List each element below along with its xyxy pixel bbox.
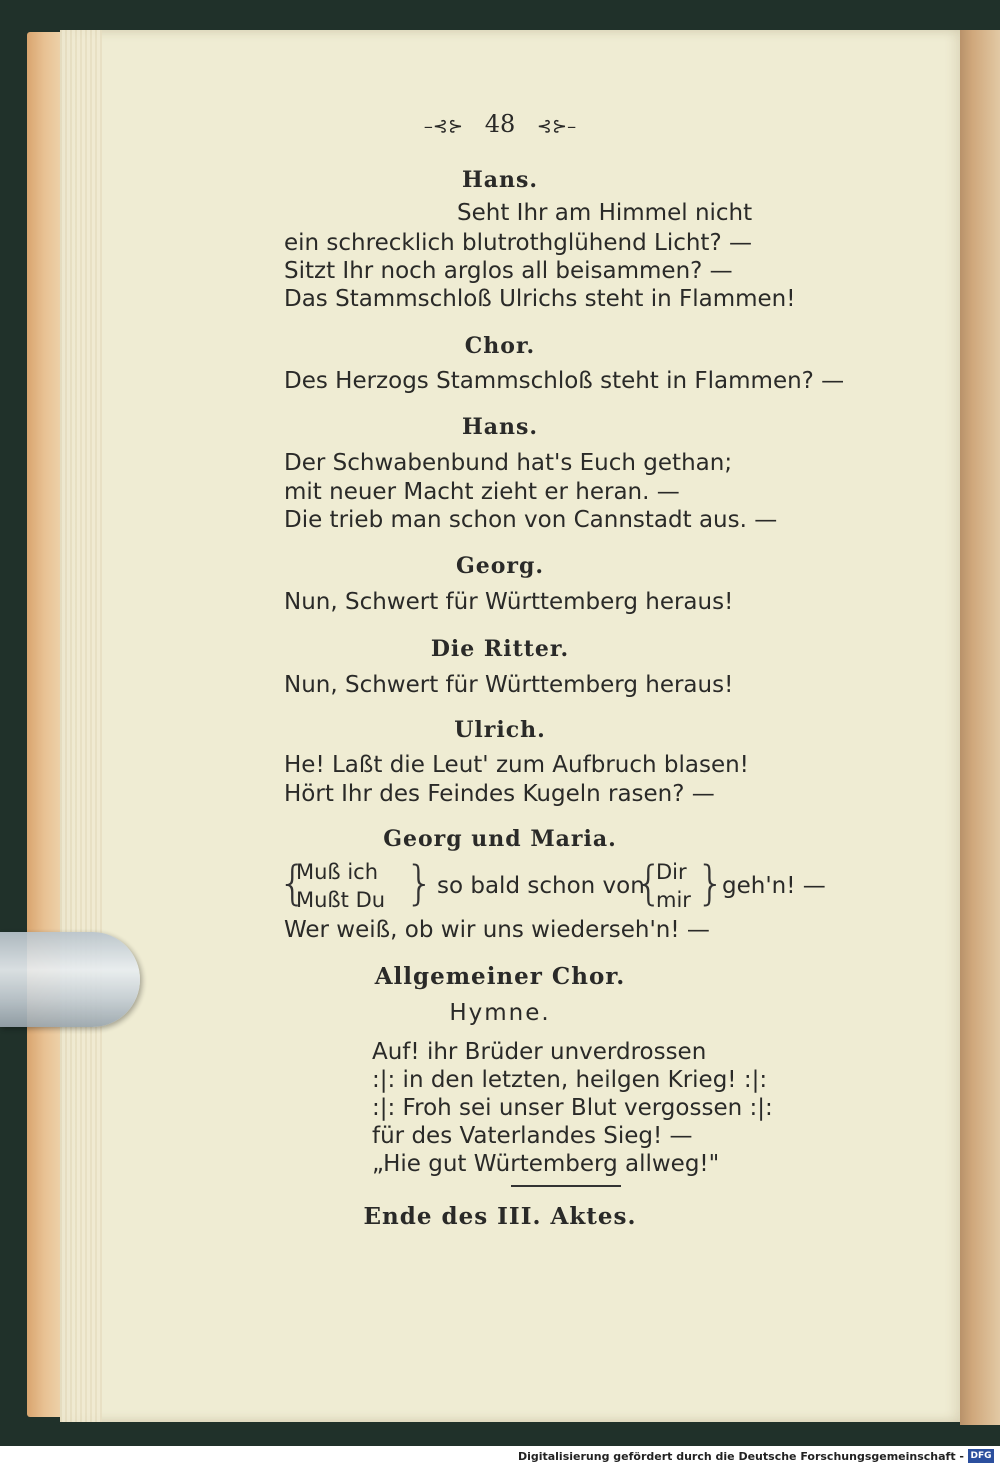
speaker-georg-maria: Georg und Maria. bbox=[383, 826, 617, 852]
option-b1: Dir bbox=[656, 860, 687, 884]
act-end: Ende des III. Aktes. bbox=[363, 1203, 637, 1230]
verse-line: :|: in den letzten, heilgen Krieg! :|: bbox=[372, 1067, 768, 1093]
divider-rule bbox=[511, 1185, 621, 1187]
brace-close: } bbox=[696, 856, 726, 910]
verse-line: ein schrecklich blutrothglühend Licht? — bbox=[284, 230, 752, 256]
speaker-chor: Chor. bbox=[464, 333, 536, 359]
speaker-allgemeiner-chor: Allgemeiner Chor. bbox=[374, 963, 626, 990]
footer-text: Digitalisierung gefördert durch die Deutsche Forschungsgemeinschaft - bbox=[517, 1450, 964, 1463]
verse-line: Des Herzogs Stammschloß steht in Flammen? — bbox=[284, 368, 845, 394]
option-a1: Muß ich bbox=[296, 860, 379, 884]
speaker-ritter: Die Ritter. bbox=[430, 636, 570, 662]
brace-close: } bbox=[405, 856, 435, 910]
verse-line: Wer weiß, ob wir uns wiederseh'n! — bbox=[284, 917, 710, 943]
verse-middle: so bald schon von bbox=[437, 873, 645, 899]
verse-line: „Hie gut Würtemberg allweg!" bbox=[372, 1151, 720, 1177]
speaker-hans: Hans. bbox=[461, 414, 539, 440]
dfg-logo: DFG bbox=[968, 1449, 994, 1463]
brace-open: { bbox=[634, 856, 664, 910]
speaker-ulrich: Ulrich. bbox=[454, 717, 546, 743]
verse-line: He! Laßt die Leut' zum Aufbruch blasen! bbox=[284, 752, 749, 778]
page-number: 48 bbox=[484, 110, 516, 138]
option-a2: Mußt Du bbox=[296, 888, 386, 912]
verse-line: Nun, Schwert für Württemberg heraus! bbox=[284, 589, 734, 615]
page-tab-marker bbox=[0, 932, 140, 1027]
verse-line: :|: Froh sei unser Blut vergossen :|: bbox=[372, 1095, 773, 1121]
ornament-left: –⊰⊱ bbox=[423, 116, 464, 137]
verse-line: Hört Ihr des Feindes Kugeln rasen? — bbox=[284, 781, 715, 807]
verse-line: mit neuer Macht zieht er heran. — bbox=[284, 479, 680, 505]
verse-line: Nun, Schwert für Württemberg heraus! bbox=[284, 672, 734, 698]
speaker-hans: Hans. bbox=[461, 167, 539, 193]
option-b2: mir bbox=[656, 888, 691, 912]
verse-line: Die trieb man schon von Cannstadt aus. — bbox=[284, 507, 778, 533]
verse-line: Sitzt Ihr noch arglos all beisammen? — bbox=[284, 258, 733, 284]
verse-line: Das Stammschloß Ulrichs steht in Flammen! bbox=[284, 286, 796, 312]
verse-line: Auf! ihr Brüder unverdrossen bbox=[372, 1039, 707, 1065]
verse-line: für des Vaterlandes Sieg! — bbox=[372, 1123, 693, 1149]
verse-line: Der Schwabenbund hat's Euch gethan; bbox=[284, 450, 733, 476]
footer bbox=[0, 1446, 1000, 1467]
page-header bbox=[0, 110, 1000, 138]
speaker-georg: Georg. bbox=[455, 553, 545, 579]
brace-open: { bbox=[278, 856, 308, 910]
hymn-title: Hymne. bbox=[449, 1000, 551, 1026]
verse-end: geh'n! — bbox=[722, 873, 826, 899]
verse-line: Seht Ihr am Himmel nicht bbox=[457, 200, 753, 226]
ornament-right: ⊰⊱– bbox=[536, 116, 577, 137]
